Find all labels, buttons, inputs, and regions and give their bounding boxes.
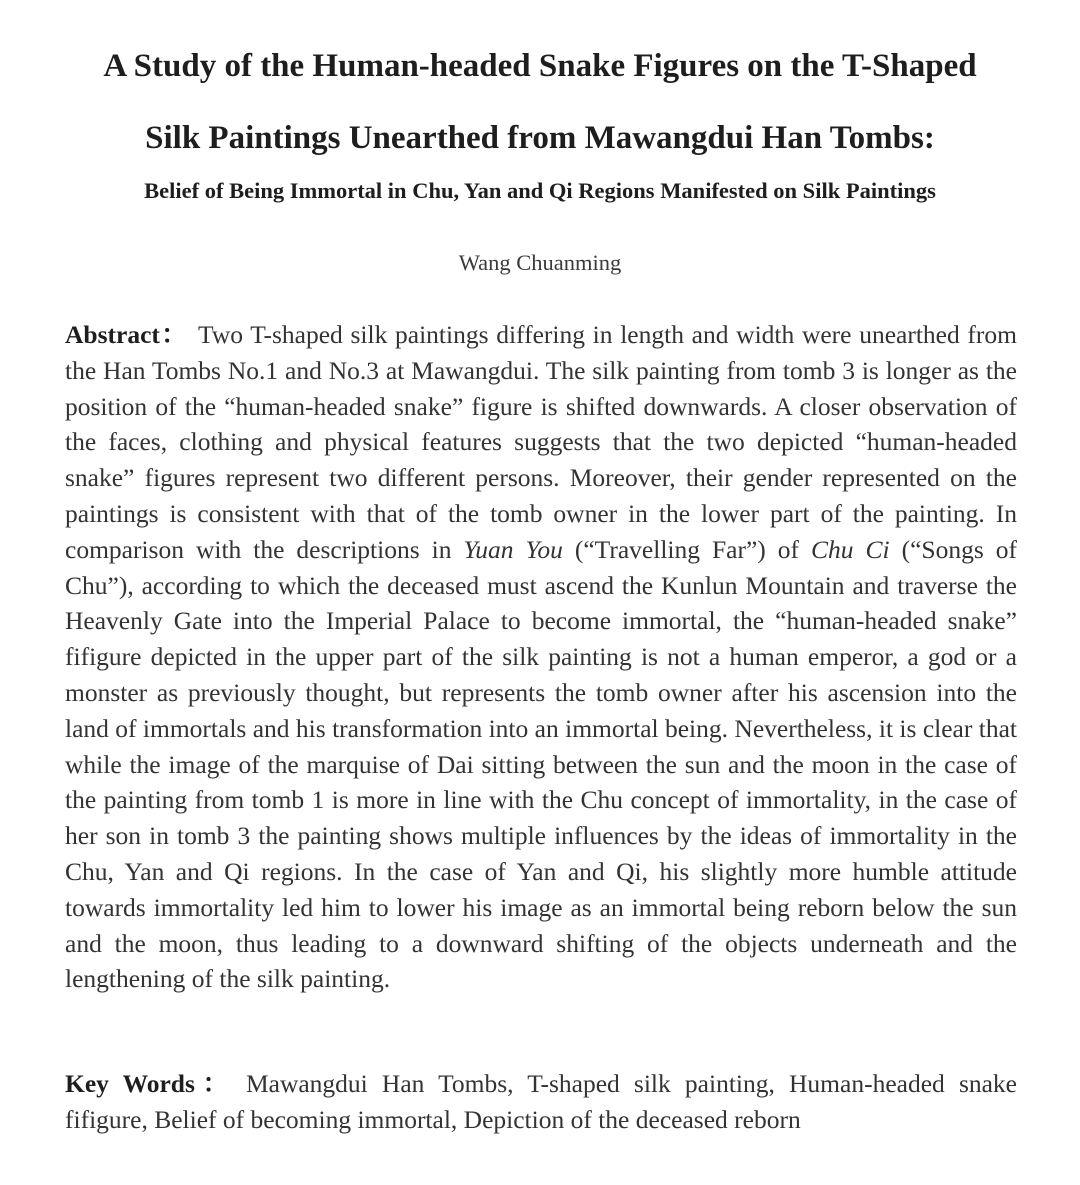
keywords-label: Key Words xyxy=(65,1069,195,1098)
author-name: Wang Chuanming xyxy=(458,250,622,275)
abstract-text-part-3: (“Songs of Chu”), according to which the deceased must ascend the Kunlun Mountain and traverse the Heavenly Gate into the Imperial Palace to become immortal, the “human-headed snake” fifigure depicted in the upper part of the silk painting is not a human emperor, a god or a monster as previously thought, but represents the tomb owner after his ascension into the land of immortals and his transformation into an immortal being. Nevertheless, it is clear that while the image of the marquise of Dai sitting between the sun and the moon in the case of the painting from tomb 1 is more in line with the Chu concept of immortality, in the case of her son in tomb 3 the painting shows multiple influences by the ideas of immortality in the Chu, Yan and Qi regions. In the case of Yan and Qi, his slightly more humble attitude towards immortality led him to lower his image as an immortal being reborn below the sun and the moon, thus leading to a downward shifting of the objects underneath and the lengthening of the silk painting. xyxy=(65,534,1017,994)
abstract-label: Abstract xyxy=(65,320,160,349)
paper-subtitle: Belief of Being Immortal in Chu, Yan and Qi Regions Manifested on Silk Paintings xyxy=(144,178,936,203)
abstract-colon: ： xyxy=(159,320,189,349)
keywords-text: Mawangdui Han Tombs, T-shaped silk painting, Human-headed snake fifigure, Belief of becoming immortal, Depiction of the deceased reborn xyxy=(65,1069,1017,1134)
paper-title-line-2: Silk Paintings Unearthed from Mawangdui Han Tombs: xyxy=(145,120,935,156)
abstract-text-part-2: (“Travelling Far”) of xyxy=(562,534,812,564)
paper-title-line-1: A Study of the Human-headed Snake Figures on the T-Shaped xyxy=(103,48,977,84)
abstract-italic-yuan-you: Yuan You xyxy=(463,534,563,564)
keywords-paragraph xyxy=(65,1066,1017,1138)
abstract-text-part-1: Two T-shaped silk paintings differing in length and width were unearthed from the Han Tombs No.1 and No.3 at Mawangdui. The silk painting from tomb 3 is longer as the position of the “human-headed snake” figure is shifted downwards. A closer observation of the faces, clothing and physical features suggests that the two depicted “human-headed snake” figures represent two different persons. Moreover, their gender represented on the paintings is consistent with that of the tomb owner in the lower part of the painting. In comparison with the descriptions in xyxy=(65,320,1017,564)
keywords-colon: ： xyxy=(194,1069,236,1098)
abstract-italic-chu-ci: Chu Ci xyxy=(811,534,890,564)
abstract-paragraph xyxy=(65,317,1017,997)
